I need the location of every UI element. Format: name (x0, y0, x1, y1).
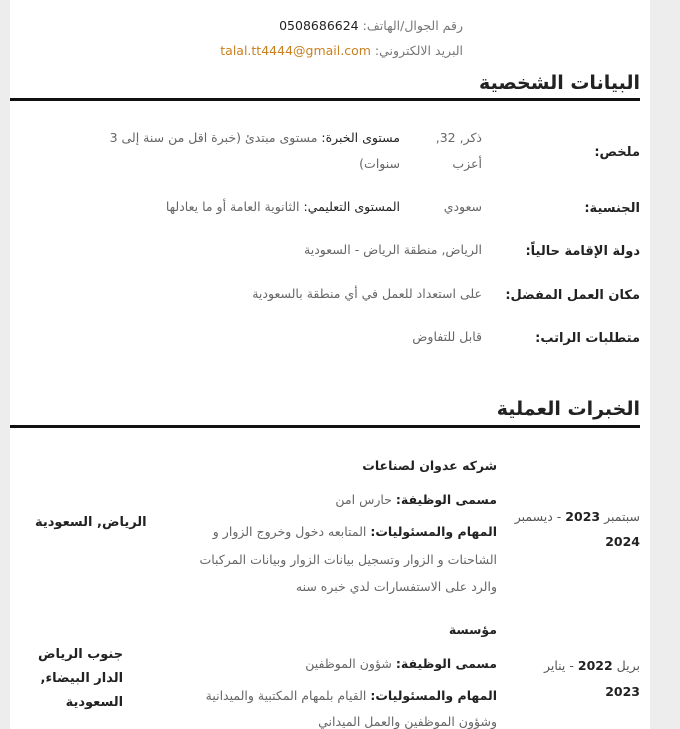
email-row (220, 43, 463, 58)
job-location: الرياض, السعودية (35, 515, 147, 530)
preferred-work-place-label: مكان العمل المفضل: (505, 288, 640, 303)
job-location-line1: جنوب الرياض (38, 647, 124, 662)
duties-line1: القيام بلمهام المكتبية والميدانية (205, 688, 367, 703)
salary-value: قابل للتفاوض (412, 329, 482, 344)
duties-label: المهام والمسئوليات: (370, 524, 497, 539)
job-title-label: مسمى الوظيفة: (395, 656, 497, 671)
job-title-row (335, 492, 497, 507)
experience-row (110, 130, 400, 145)
duties-label: المهام والمسئوليات: (370, 688, 497, 703)
phone-value[interactable]: 0508686624 (279, 18, 359, 33)
residence-value: الرياض, منطقة الرياض - السعودية (304, 242, 482, 257)
personal-section-divider (10, 98, 640, 101)
date-end-year: 2024 (605, 534, 640, 549)
job-date-range (515, 509, 640, 524)
date-end-month: ديسمبر (514, 509, 553, 524)
email-label: البريد الالكتروني: (374, 43, 463, 58)
experience-value-line1: مستوى مبتدئ (خبرة اقل من سنة إلى 3 (109, 130, 318, 145)
phone-row (279, 18, 463, 33)
date-start-month: سبتمبر (604, 509, 640, 524)
summary-value-line2: أعزب (452, 156, 482, 171)
duties-line1: المتابعه دخول وخروج الزوار و (212, 524, 367, 539)
work-section-title: الخبرات العملية (496, 398, 640, 420)
summary-value-line1: ذكر, 32, (435, 130, 482, 145)
experience-value-line2: سنوات) (359, 156, 400, 171)
date-start-month: بريل (616, 658, 640, 673)
summary-label: ملخص: (594, 145, 640, 160)
personal-section-title: البيانات الشخصية (479, 72, 640, 94)
job-title-value: حارس امن (335, 492, 392, 507)
nationality-label: الجنسية: (584, 201, 640, 216)
salary-label: متطلبات الراتب: (535, 331, 640, 346)
phone-label: رقم الجوال/الهاتف: (362, 18, 463, 33)
job-location-line2: الدار البيضاء, (40, 671, 124, 686)
duties-line2: وشؤون الموظفين والعمل الميداني (318, 714, 497, 729)
company-name: مؤسسة (448, 622, 497, 637)
job-location-line3: السعودية (65, 695, 124, 710)
duties-row (206, 688, 497, 703)
date-separator: - (569, 658, 574, 673)
duties-line3: والرد على الاستفسارات لدي خبره سنه (295, 579, 497, 594)
preferred-work-place-value: على استعداد للعمل في أي منطقة بالسعودية (252, 286, 482, 301)
education-label: المستوى التعليمي: (303, 199, 400, 214)
job-location (38, 643, 123, 715)
job-title-row (305, 656, 497, 671)
date-separator: - (556, 509, 562, 524)
date-start-year: 2022 (577, 658, 613, 673)
company-name: شركه عدوان لصناعات (362, 458, 497, 473)
residence-label: دولة الإقامة حالياً: (525, 244, 640, 259)
duties-line2: الشاحنات و الزوار وتسجيل بيانات الزوار وبيانات المركبات (199, 552, 497, 567)
email-value[interactable]: talal.tt4444@gmail.com (220, 43, 371, 58)
job-title-value: شؤون الموظفين (305, 656, 392, 671)
job-title-label: مسمى الوظيفة: (395, 492, 497, 507)
education-row (166, 199, 400, 214)
duties-row (213, 524, 497, 539)
date-start-year: 2023 (565, 509, 601, 524)
experience-label: مستوى الخبرة: (321, 130, 400, 145)
education-value: الثانوية العامة أو ما يعادلها (165, 199, 300, 214)
resume-page (10, 0, 650, 729)
job-date-range (544, 658, 640, 673)
work-section-divider (10, 425, 640, 428)
nationality-value: سعودي (443, 199, 482, 214)
date-end-month: يناير (543, 658, 566, 673)
date-end-year: 2023 (605, 684, 640, 699)
